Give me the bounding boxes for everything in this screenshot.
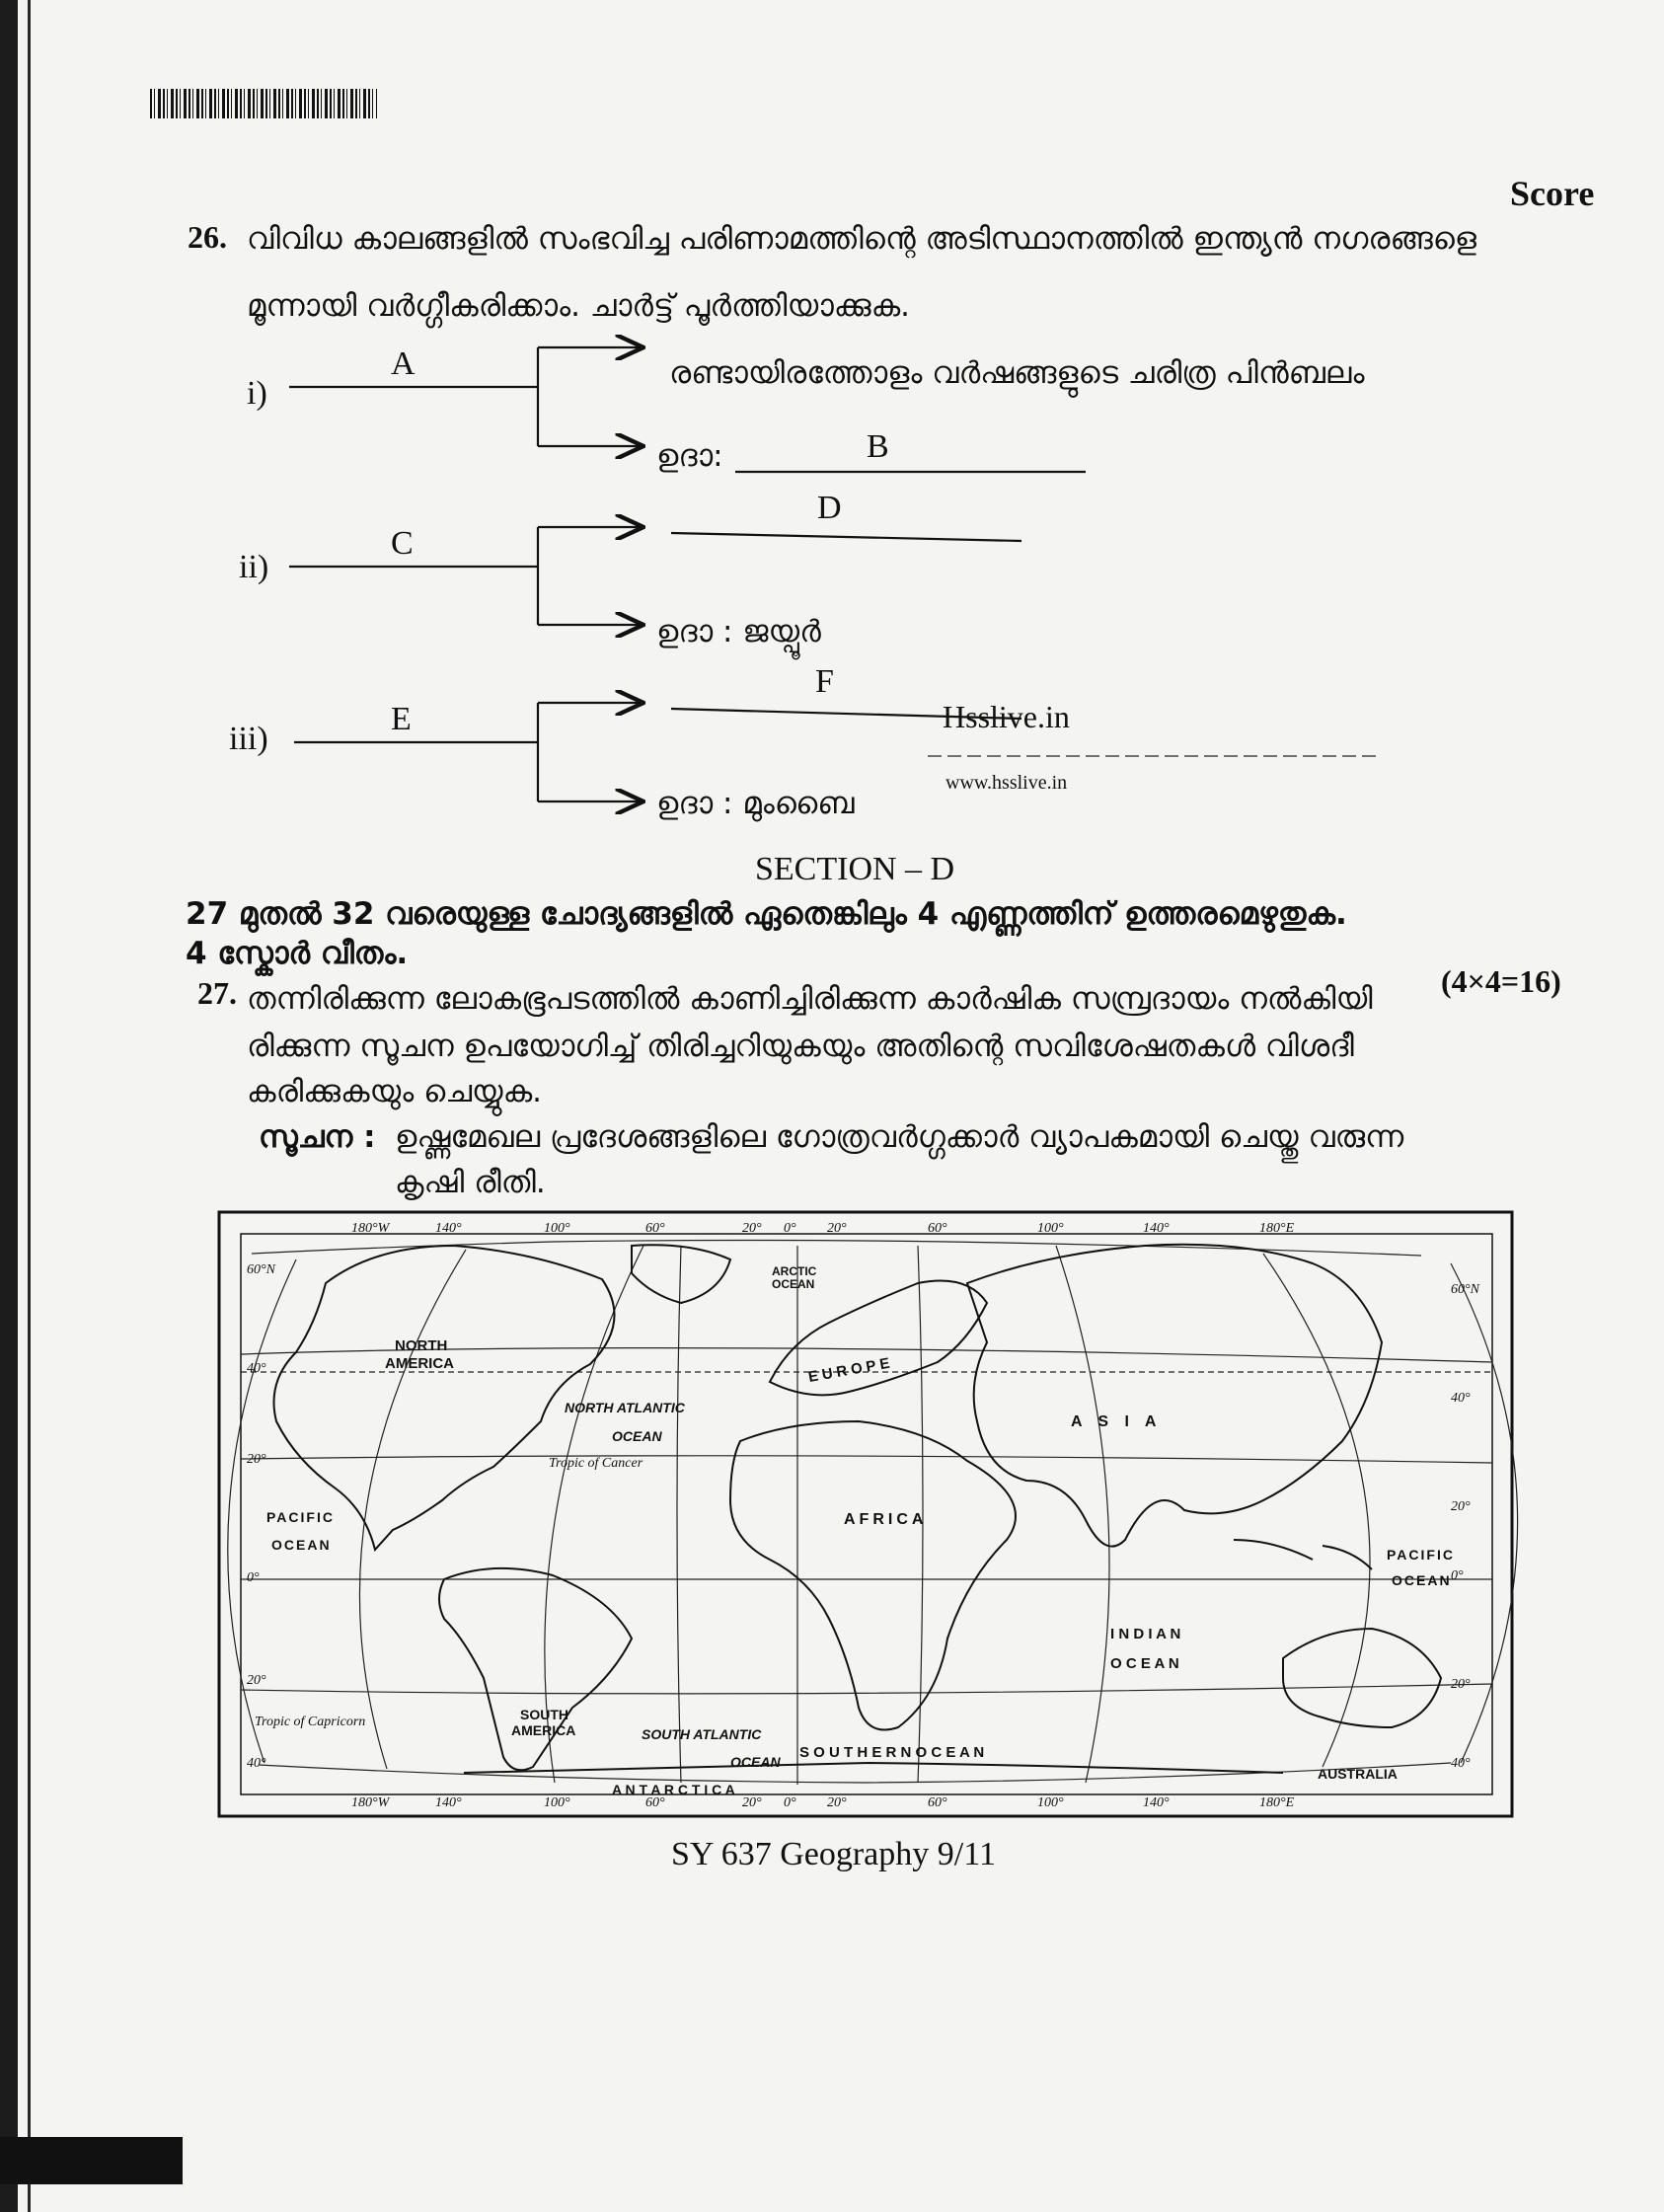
- map-label-south-america-1: SOUTH: [520, 1707, 568, 1722]
- row3-bottom-text: ഉദാ : മുംബൈ: [656, 786, 855, 821]
- map-right-lat-3: 0°: [1451, 1568, 1464, 1583]
- map-label-north-atlantic-1: NORTH ATLANTIC: [565, 1400, 685, 1415]
- map-right-lat-5: 40°: [1451, 1756, 1471, 1771]
- map-top-tick-7: 60°: [928, 1221, 947, 1236]
- map-right-lat-1: 40°: [1451, 1391, 1471, 1406]
- africa-outline: [730, 1421, 1016, 1730]
- row1-top-text: രണ്ടായിരത്തോളം വർഷങ്ങളുടെ ചരിത്ര പിൻബലം: [669, 355, 1365, 391]
- map-label-south-america-2: AMERICA: [511, 1722, 576, 1738]
- map-label-arctic-2: OCEAN: [772, 1277, 815, 1291]
- row3-label-e: E: [391, 701, 412, 737]
- north-america-outline: [274, 1246, 615, 1550]
- map-right-lat: [1451, 1282, 1480, 1771]
- row1-label-a: A: [391, 345, 416, 382]
- section-title: SECTION – D: [755, 851, 955, 887]
- map-label-north-atlantic-2: OCEAN: [612, 1428, 662, 1444]
- map-bottom-ticks: [351, 1795, 1295, 1810]
- map-right-lat-0: 60°N: [1451, 1282, 1479, 1297]
- q27-line2: രിക്കുന്ന സൂചന ഉപയോഗിച്ച് തിരിച്ചറിയുകയും അതിന്റെ സവിശേഷതകൾ വിശദീ: [247, 1029, 1354, 1064]
- row3-blank-f: F: [815, 663, 834, 700]
- map-label-pacific-right-1: PACIFIC: [1387, 1547, 1455, 1563]
- asia-outline: [967, 1245, 1382, 1547]
- row2-roman: ii): [239, 549, 269, 585]
- map-top-tick-5: 0°: [784, 1221, 796, 1236]
- map-top-tick-10: 180°E: [1259, 1221, 1295, 1236]
- antarctica-outline: [464, 1763, 1283, 1773]
- map-label-arctic-1: ARCTIC: [772, 1264, 817, 1278]
- map-left-lat-3: 0°: [247, 1570, 260, 1585]
- map-left-lat-0: 60°N: [247, 1262, 275, 1277]
- row1-blank-b: B: [867, 428, 889, 465]
- q27-line3: കരിക്കുകയും ചെയ്യുക.: [247, 1074, 543, 1109]
- map-bottom-tick-3: 60°: [645, 1795, 665, 1810]
- map-bottom-tick-2: 100°: [544, 1795, 570, 1810]
- south-america-outline: [439, 1568, 632, 1770]
- map-label-australia: AUSTRALIA: [1318, 1766, 1398, 1782]
- map-label-pacific-left-1: PACIFIC: [266, 1509, 335, 1525]
- section-marks: (4×4=16): [1441, 963, 1561, 999]
- map-label-tropic-capricorn: Tropic of Capricorn: [255, 1715, 366, 1729]
- row1-bottom-prefix: ഉദാ:: [656, 438, 723, 474]
- map-label-asia: A S I A: [1071, 1413, 1163, 1430]
- map-bottom-tick-7: 60°: [928, 1795, 947, 1810]
- map-label-indian-1: I N D I A N: [1110, 1626, 1181, 1642]
- map-bottom-tick-0: 180°W: [351, 1795, 390, 1810]
- map-left-lat-4: 20°: [247, 1673, 266, 1688]
- indonesia-outline: [1234, 1540, 1372, 1569]
- section-instr-line1: 27 മുതൽ 32 വരെയുള്ള ചോദ്യങ്ങളിൽ ഏതെങ്കിലും 4 എണ്ണത്തിന് ഉത്തരമെഴുതുക.: [186, 896, 1347, 932]
- row2-bottom-text: ഉദാ : ജയ്പൂർ: [656, 614, 821, 649]
- map-left-lat-2: 20°: [247, 1452, 266, 1467]
- map-right-lat-2: 20°: [1451, 1499, 1471, 1514]
- map-bottom-tick-5: 0°: [784, 1795, 796, 1810]
- row1-roman: i): [247, 375, 267, 412]
- score-label: Score: [1510, 174, 1595, 213]
- map-label-south-atlantic-1: SOUTH ATLANTIC: [642, 1726, 762, 1742]
- watermark-url: www.hsslive.in: [945, 772, 1068, 794]
- q27-hint-line2: കൃഷി രീതി.: [395, 1165, 546, 1200]
- map-label-africa: AFRICA: [844, 1511, 928, 1528]
- map-bottom-tick-4: 20°: [742, 1795, 762, 1810]
- watermark-main: Hsslive.in: [943, 699, 1070, 734]
- map-right-lat-4: 20°: [1451, 1677, 1471, 1692]
- map-bottom-tick-8: 100°: [1037, 1795, 1064, 1810]
- map-label-antarctica: A N T A R C T I C A: [612, 1782, 735, 1797]
- map-left-lat-1: 40°: [247, 1361, 266, 1376]
- map-label-pacific-left-2: OCEAN: [271, 1537, 332, 1553]
- map-label-pacific-right-2: OCEAN: [1392, 1572, 1452, 1588]
- q27-number: 27.: [197, 975, 237, 1011]
- map-label-southern-ocean: S O U T H E R N O C E A N: [799, 1744, 985, 1761]
- map-bottom-tick-9: 140°: [1143, 1795, 1170, 1810]
- map-label-indian-2: O C E A N: [1110, 1655, 1179, 1672]
- map-top-tick-4: 20°: [742, 1221, 762, 1236]
- europe-outline: [770, 1281, 987, 1396]
- map-top-tick-8: 100°: [1037, 1221, 1064, 1236]
- map-top-tick-1: 140°: [435, 1221, 462, 1236]
- map-label-tropic-cancer: Tropic of Cancer: [549, 1456, 643, 1471]
- map-top-tick-0: 180°W: [351, 1221, 390, 1236]
- map-label-europe: EUROPE: [806, 1354, 895, 1386]
- map-bottom-tick-10: 180°E: [1259, 1795, 1295, 1810]
- map-bottom-tick-6: 20°: [827, 1795, 847, 1810]
- map-top-tick-2: 100°: [544, 1221, 570, 1236]
- map-label-north-america-2: AMERICA: [385, 1355, 454, 1372]
- map-bottom-tick-1: 140°: [435, 1795, 462, 1810]
- map-top-tick-6: 20°: [827, 1221, 847, 1236]
- map-top-tick-3: 60°: [645, 1221, 665, 1236]
- q27-hint-line1: ഉഷ്ണമേഖല പ്രദേശങ്ങളിലെ ഗോത്രവർഗ്ഗക്കാർ വ്യാപകമായി ചെയ്തു വരുന്ന: [395, 1119, 1404, 1155]
- map-top-tick-9: 140°: [1143, 1221, 1170, 1236]
- footer-code: SY 637 Geography 9/11: [671, 1836, 996, 1872]
- row3-roman: iii): [229, 721, 268, 757]
- row2-label-c: C: [391, 525, 414, 562]
- q27-hint-label: സൂചന :: [259, 1119, 376, 1155]
- q26-text-line1: വിവിധ കാലങ്ങളിൽ സംഭവിച്ച പരിണാമത്തിന്റെ അടിസ്ഥാനത്തിൽ ഇന്ത്യൻ നഗരങ്ങളെ: [247, 221, 1476, 257]
- row2-blank-d: D: [817, 490, 842, 526]
- q26-text-line2: മൂന്നായി വർഗ്ഗീകരിക്കാം. ചാർട്ട് പൂർത്തിയാക്കുക.: [247, 288, 910, 324]
- map-label-north-america-1: NORTH: [395, 1337, 448, 1354]
- q27-line1: തന്നിരിക്കുന്ന ലോകഭൂപടത്തിൽ കാണിച്ചിരിക്കുന്ന കാർഷിക സമ്പ്രദായം നൽകിയി: [247, 981, 1373, 1017]
- map-left-lat-5: 40°: [247, 1756, 266, 1771]
- q26-number: 26.: [188, 219, 227, 255]
- section-instr-line2: 4 സ്കോർ വീതം.: [186, 936, 409, 971]
- map-label-south-atlantic-2: OCEAN: [730, 1754, 781, 1770]
